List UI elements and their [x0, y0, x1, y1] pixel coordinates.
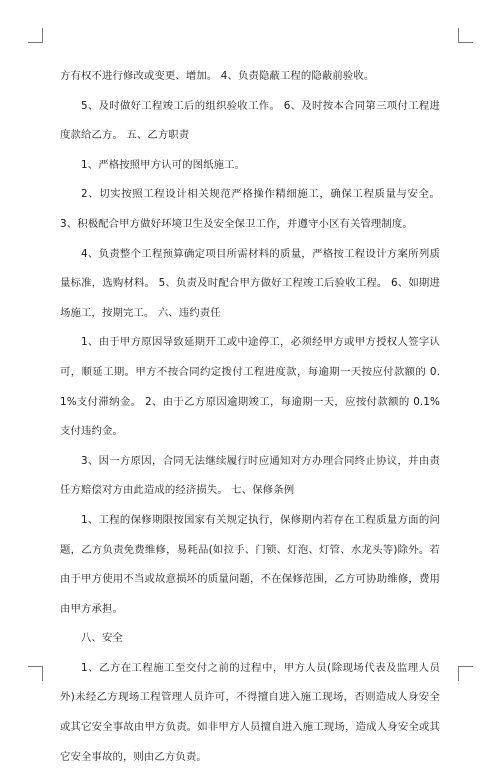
crop-mark-top-left — [28, 28, 43, 43]
paragraph-5: 4、负责整个工程预算确定项目所需材料的质量，严格按工程设计方案所列质量标准，选购材料。 5、负责及时配合甲方做好工程竣工后验收工程。 6、如期进场施工，按期完工。 六、违约责任 — [60, 247, 440, 319]
paragraph-6: 1、由于甲方原因导致延期开工或中途停工，必须经甲方或甲方授权人签字认可，顺延工期。甲方不按合同约定拨付工程进度款，每逾期一天按应付款额的 0.1%支付滞纳金。 2、由于乙方原因逾期竣工，每逾期一天，应按付款额的 0.1%支付违约金。 — [60, 336, 440, 438]
document-body — [60, 62, 440, 772]
paragraph-10: 1、乙方在工程施工至交付之前的过程中，甲方人员(除现场代表及监理人员外)未经乙方现场工程管理人员许可，不得擅自进入施工现场，否则造成人身安全或其它安全事故由甲方负责。如非甲方人员擅自进入施工现场，造成人身安全或其它安全事故的，则由乙方负责。 — [60, 661, 440, 763]
paragraph-4: 2、切实按照工程设计相关规范严格操作精细施工，确保工程质量与安全。 3、积极配合甲方做好环境卫生及安全保卫工作，并遵守小区有关管理制度。 — [60, 188, 440, 230]
section-heading-safety: 八、安全 — [81, 632, 123, 645]
crop-mark-top-right — [458, 28, 473, 43]
paragraph-8: 1、工程的保修期限按国家有关规定执行，保修期内若存在工程质量方面的问题，乙方负责免费维修，易耗品(如拉手、门锁、灯泡、灯管、水龙头等)除外。若由于甲方使用不当或故意损坏的质量问题，不在保修范围，乙方可协助维修，费用由甲方承担。 — [60, 513, 440, 615]
paragraph-1: 方有权不进行修改或变更、增加。 4、负责隐蔽工程的隐蔽前验收。 — [60, 70, 375, 82]
paragraph-7: 3、因一方原因，合同无法继续履行时应通知对方办理合同终止协议，并由责任方赔偿对方由此造成的经济损失。 七、保修条例 — [60, 454, 440, 497]
crop-mark-bottom-left — [28, 666, 43, 681]
crop-mark-bottom-right — [458, 666, 473, 681]
paragraph-2: 5、及时做好工程竣工后的组织验收工作。 6、及时按本合同第三项付工程进度款给乙方。 五、乙方职责 — [60, 99, 440, 142]
paragraph-3: 1、严格按照甲方认可的图纸施工。 — [81, 158, 246, 171]
